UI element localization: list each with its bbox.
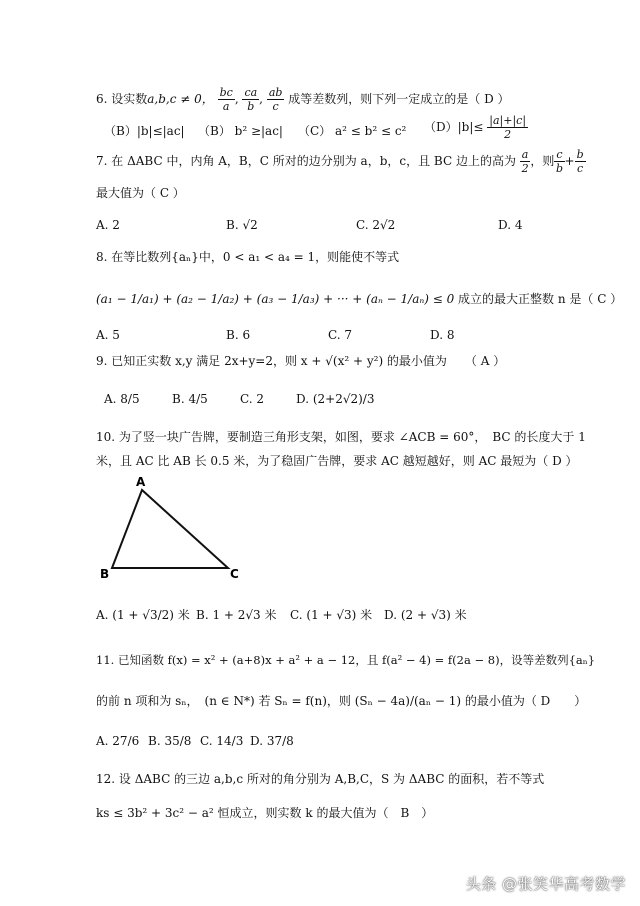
q11-line1: 11. 已知函数 f(x) = x² + (a+8)x + a² + a − 12，且 f(a² − 4) = f(2a − 8)，设等差数列{aₙ} bbox=[96, 653, 596, 667]
q8-option-b: B. 6 bbox=[226, 328, 251, 342]
q7-frac-1: $\frac{c}{b}$ bbox=[555, 148, 563, 175]
triangle-shape bbox=[112, 490, 228, 568]
triangle-diagram bbox=[96, 474, 256, 584]
q10-option-d: D. (2 + √3) 米 bbox=[384, 608, 467, 622]
q6-vars: a,b,c ≠ 0， bbox=[147, 92, 214, 106]
q11-option-b: B. 35/8 bbox=[148, 734, 192, 748]
q9-line1: 9. 已知正实数 x,y 满足 2x+y=2，则 x + √(x² + y²) 的最小值为 （ A ） bbox=[96, 354, 506, 368]
q7-option-a: A. 2 bbox=[96, 218, 120, 232]
q10-line2: 米，且 AC 比 AB 长 0.5 米，为了稳固广告牌，要求 AC 越短越好，则 AC 最短为（ D ） bbox=[96, 454, 578, 468]
q6-stem: 6. 设实数a,b,c ≠ 0， $\frac{bc}{a}$ , $\frac{ca}{b}$ , $\frac{ab}{c}$ 成等差数列，则下列一定成立的是（ D ） bbox=[96, 86, 510, 113]
q9-option-b: B. 4/5 bbox=[172, 392, 208, 406]
q7-line1: 7. 在 ΔABC 中，内角 A，B，C 所对的边分别为 a，b，c，且 BC 边上的高为 bbox=[96, 154, 516, 168]
q6-frac-2: $\frac{ca}{b}$ bbox=[244, 86, 258, 113]
q11-option-a: A. 27/6 bbox=[96, 734, 140, 748]
q8-expression bbox=[96, 290, 622, 307]
watermark: 头条 @张笑华高考数学 bbox=[465, 875, 626, 893]
q7-option-d: D. 4 bbox=[498, 218, 523, 232]
q7-option-b: B. √2 bbox=[226, 218, 258, 232]
q6-option-d bbox=[424, 114, 528, 141]
q7-frac-2: $\frac{b}{c}$ bbox=[576, 148, 584, 175]
vertex-label-b: B bbox=[100, 567, 110, 581]
q8-tail: 成立的最大正整数 n 是（ C ） bbox=[458, 292, 623, 306]
vertex-label-a: A bbox=[136, 475, 146, 489]
q11-option-d: D. 37/8 bbox=[250, 734, 294, 748]
q10-option-b: B. 1 + 2√3 米 bbox=[196, 608, 277, 622]
q6-option-d-label: （D）|b|≤ bbox=[424, 120, 484, 134]
q6-option-c: （C） a² ≤ b² ≤ c² bbox=[298, 124, 407, 138]
q6-option-a: （B）|b|≤|ac| bbox=[104, 124, 185, 138]
q6-prefix: 6. 设实数 bbox=[96, 92, 148, 106]
q6-option-d-frac: $\frac{|a|+|c|}{2}$ bbox=[489, 114, 527, 141]
q11-line2: 的前 n 项和为 sₙ， (n ∈ N*) 若 Sₙ = f(n)，则 (Sₙ − 4a)/(aₙ − 1) 的最小值为（ D ） bbox=[96, 694, 587, 708]
q12-line1: 12. 设 ΔABC 的三边 a,b,c 所对的角分别为 A,B,C，S 为 ΔABC 的面积，若不等式 bbox=[96, 772, 545, 786]
q6-suffix: 成等差数列，则下列一定成立的是（ D ） bbox=[288, 92, 510, 106]
q10-option-a: A. (1 + √3/2) 米 bbox=[96, 608, 190, 622]
q9-option-c: C. 2 bbox=[240, 392, 265, 406]
q6-frac-3: $\frac{ab}{c}$ bbox=[268, 86, 283, 113]
q8-option-a: A. 5 bbox=[96, 328, 120, 342]
q7-line2: 最大值为（ C ） bbox=[96, 186, 185, 200]
q11-option-c: C. 14/3 bbox=[200, 734, 244, 748]
q6-frac-1: $\frac{bc}{a}$ bbox=[219, 86, 233, 113]
vertex-label-c: C bbox=[230, 567, 239, 581]
q10-option-c: C. (1 + √3) 米 bbox=[290, 608, 373, 622]
q8-line1: 8. 在等比数列{aₙ}中，0 < a₁ < a₄ = 1，则能使不等式 bbox=[96, 250, 400, 264]
q10-line1: 10. 为了竖一块广告牌，要制造三角形支架，如图，要求 ∠ACB = 60°， BC 的长度大于 1 bbox=[96, 430, 586, 444]
q8-option-c: C. 7 bbox=[328, 328, 353, 342]
q7-frac-height: $\frac{a}{2}$ bbox=[521, 148, 529, 175]
q7-plus: + bbox=[564, 154, 575, 168]
q6-option-b: （B） b² ≥|ac| bbox=[198, 124, 283, 138]
q7-stem bbox=[96, 148, 586, 175]
q7-option-c: C. 2√2 bbox=[356, 218, 396, 232]
q8-expr: (a₁ − 1/a₁) + (a₂ − 1/a₂) + (a₃ − 1/a₃) + ··· + (aₙ − 1/aₙ) ≤ 0 bbox=[96, 292, 455, 306]
q9-option-a: A. 8/5 bbox=[104, 392, 140, 406]
q8-option-d: D. 8 bbox=[430, 328, 455, 342]
q9-option-d: D. (2+2√2)/3 bbox=[296, 392, 375, 406]
q12-line2: ks ≤ 3b² + 3c² − a² 恒成立，则实数 k 的最大值为（ B ） bbox=[96, 806, 434, 820]
q7-mid: ，则 bbox=[530, 154, 555, 168]
